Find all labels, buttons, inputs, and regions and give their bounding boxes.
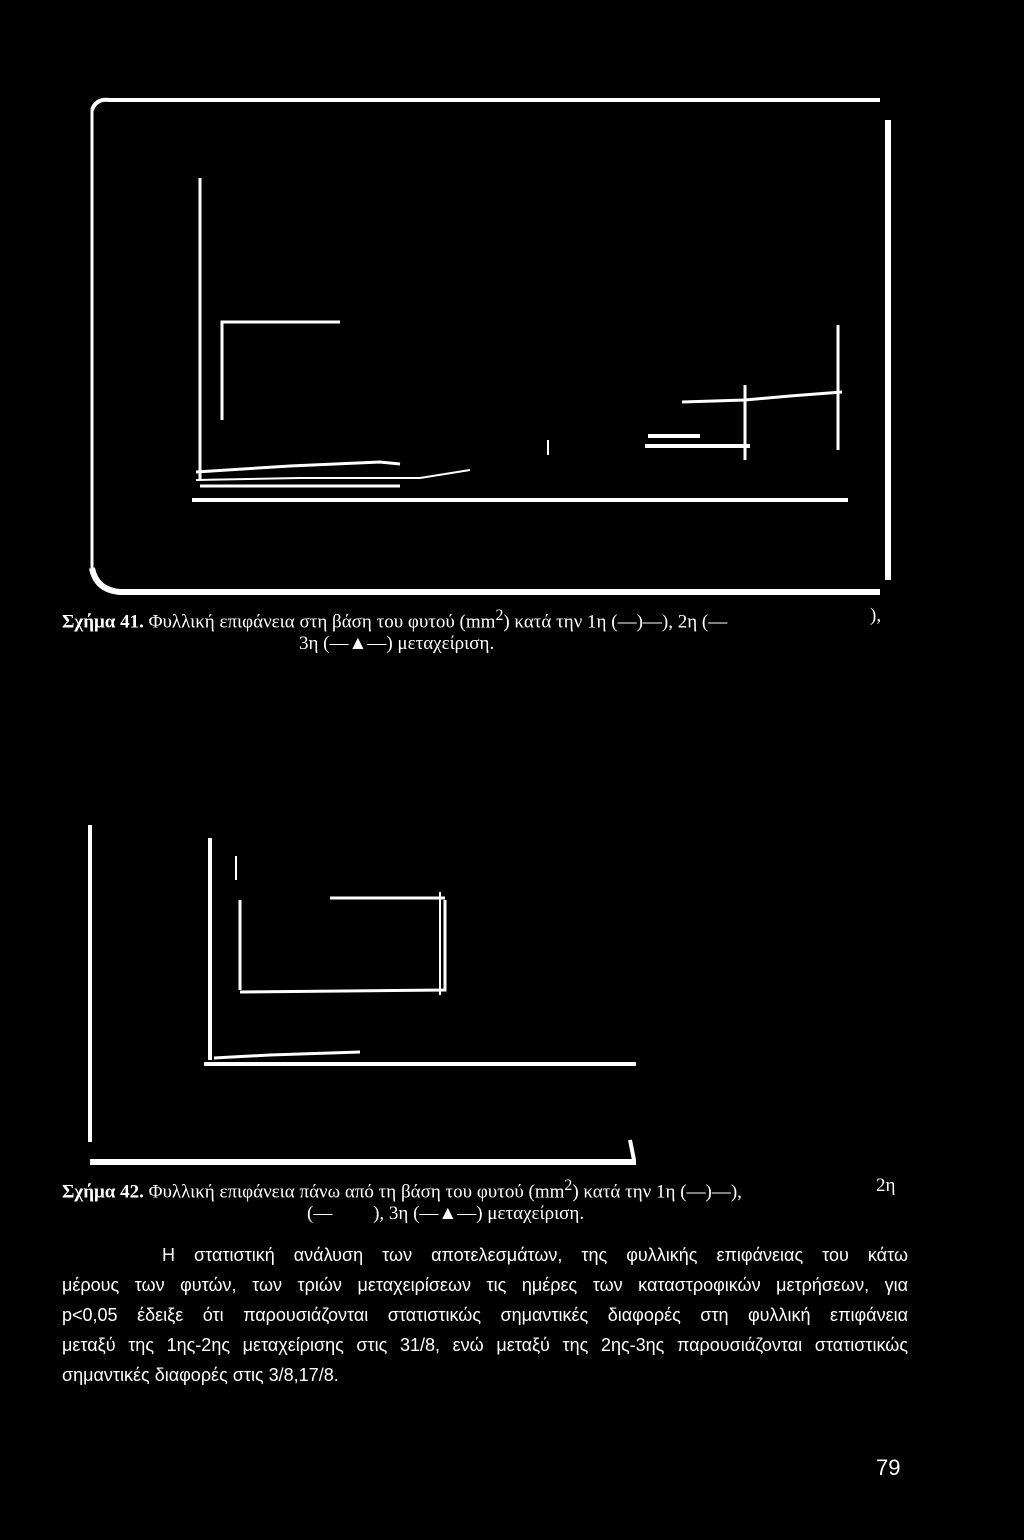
page-number: 79: [876, 1455, 901, 1480]
fig42-series-1: [240, 898, 445, 992]
figure-41-caption-line2-b: ) μεταχείριση.: [386, 633, 495, 654]
figure-42-mid-1: ),: [730, 1181, 742, 1203]
figure-42-label: Σχήμα 42.: [62, 1181, 144, 1203]
figure-41-caption-line2-a: 3η (: [299, 633, 330, 654]
figure-41-marker-3: —▲—: [329, 633, 387, 654]
figure-42-caption-rest: ) κατά την 1η (: [572, 1181, 687, 1203]
figure-42-caption-line2-a: (—: [307, 1203, 333, 1224]
figure-41-mid-1: ), 2η (—: [661, 611, 728, 633]
figure-41-label: Σχήμα 41.: [62, 611, 144, 633]
figure-42-marker-3: —▲—: [419, 1203, 477, 1224]
figure-42-marker-1: —)—: [686, 1181, 731, 1203]
paragraph-line-2: μέρους των φυτών, των τριών μεταχειρίσεων τις ημέρες των καταστροφικών μετρήσεων, για: [62, 1275, 908, 1295]
figure-41-caption-text: Φυλλική επιφάνεια στη βάση του φυτού (mm: [148, 611, 496, 633]
figure-41-marker-1: —)—: [617, 611, 662, 633]
figure-41-caption-end: ),: [870, 605, 882, 626]
figure-42-caption-sup: 2: [564, 1177, 573, 1194]
figure-42-caption-line2-c: ) μεταχείριση.: [476, 1203, 585, 1224]
paragraph-line-1: Η στατιστική ανάλυση των αποτελεσμάτων, της φυλλικής επιφάνειας του κάτω: [162, 1245, 908, 1265]
fig42-series-2: [214, 1052, 360, 1058]
fig42-frame-corner: [630, 1140, 634, 1160]
figure-42-caption-line2-b: ), 3η (: [373, 1203, 420, 1224]
paragraph-line-3: p<0,05 έδειξε ότι παρουσιάζονται στατιστικώς σημαντικές διαφορές στη φυλλική επιφάνεια: [62, 1305, 908, 1325]
figure-42-caption-line2: [307, 1200, 584, 1228]
figure-41-caption-sup: 2: [495, 607, 504, 624]
figure-41-caption-rest: ) κατά την 1η (: [503, 611, 618, 633]
paragraph-line-4: μεταξύ της 1ης-2ης μεταχείρισης στις 31/8, ενώ μεταξύ της 2ης-3ης παρουσιάζονται στατιστικώς: [62, 1335, 908, 1355]
paragraph-line-5: σημαντικές διαφορές στις 3/8,17/8.: [62, 1365, 339, 1385]
figure-42-caption-second: 2η: [876, 1175, 896, 1196]
figure-42-caption-text: Φυλλική επιφάνεια πάνω από τη βάση του φυτού (mm: [148, 1181, 565, 1203]
